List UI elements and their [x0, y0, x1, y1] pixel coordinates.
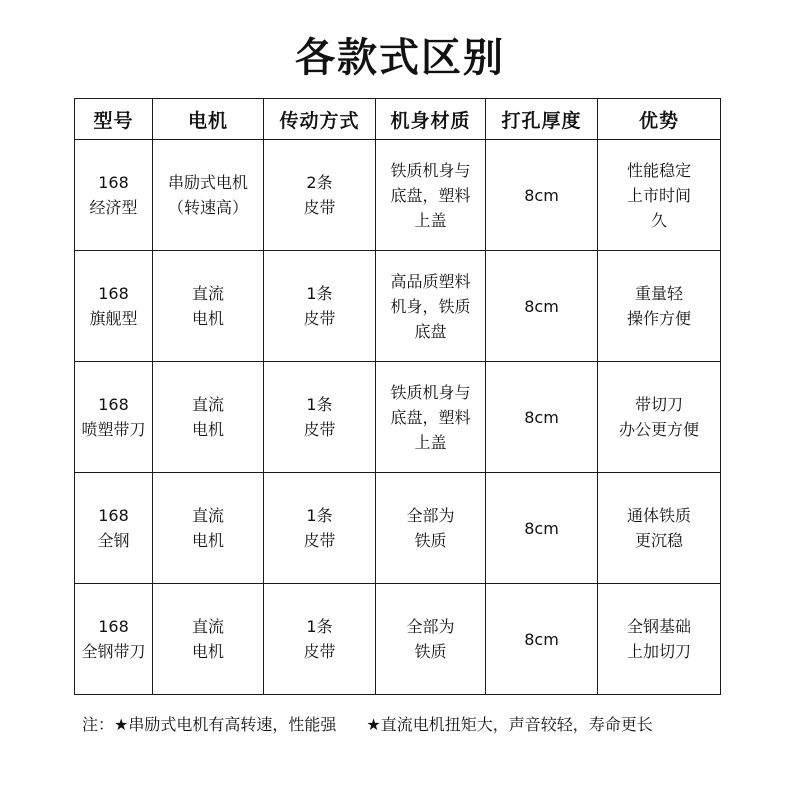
cell-motor: 直流 电机 [153, 362, 264, 473]
footnote-dc-motor: ★直流电机扭矩大，声音较轻，寿命更长 [366, 715, 653, 734]
header-motor: 电机 [153, 99, 264, 140]
cell-motor: 串励式电机 （转速高） [153, 140, 264, 251]
cell-body-material: 全部为 铁质 [376, 584, 486, 695]
cell-body-material: 铁质机身与 底盘，塑料 上盖 [376, 140, 486, 251]
cell-advantage: 通体铁质 更沉稳 [598, 473, 721, 584]
footnote [82, 712, 762, 738]
cell-transmission: 1条 皮带 [264, 251, 376, 362]
cell-advantage: 全钢基础 上加切刀 [598, 584, 721, 695]
cell-model: 168 喷塑带刀 [75, 362, 153, 473]
cell-body-material: 全部为 铁质 [376, 473, 486, 584]
cell-motor: 直流 电机 [153, 473, 264, 584]
cell-transmission: 1条 皮带 [264, 362, 376, 473]
cell-motor: 直流 电机 [153, 251, 264, 362]
cell-punch-thickness: 8cm [486, 473, 598, 584]
cell-advantage: 性能稳定 上市时间 久 [598, 140, 721, 251]
cell-punch-thickness: 8cm [486, 251, 598, 362]
header-advantage: 优势 [598, 99, 721, 140]
cell-model: 168 全钢 [75, 473, 153, 584]
table-row [75, 251, 721, 362]
cell-transmission: 2条 皮带 [264, 140, 376, 251]
cell-model: 168 全钢带刀 [75, 584, 153, 695]
header-transmission: 传动方式 [264, 99, 376, 140]
header-body-material: 机身材质 [376, 99, 486, 140]
cell-model: 168 经济型 [75, 140, 153, 251]
table-header-row [75, 99, 721, 140]
cell-transmission: 1条 皮带 [264, 584, 376, 695]
cell-body-material: 高品质塑料 机身，铁质 底盘 [376, 251, 486, 362]
cell-motor: 直流 电机 [153, 584, 264, 695]
table-row [75, 473, 721, 584]
cell-punch-thickness: 8cm [486, 140, 598, 251]
cell-advantage: 带切刀 办公更方便 [598, 362, 721, 473]
page-title: 各款式区别 [295, 35, 505, 81]
cell-body-material: 铁质机身与 底盘，塑料 上盖 [376, 362, 486, 473]
cell-model: 168 旗舰型 [75, 251, 153, 362]
header-model: 型号 [75, 99, 153, 140]
cell-transmission: 1条 皮带 [264, 473, 376, 584]
comparison-table [74, 98, 721, 695]
table-row [75, 140, 721, 251]
cell-punch-thickness: 8cm [486, 584, 598, 695]
cell-advantage: 重量轻 操作方便 [598, 251, 721, 362]
footnote-series-motor: 注：★串励式电机有高转速，性能强 [82, 715, 337, 734]
table-row [75, 362, 721, 473]
header-punch-thickness: 打孔厚度 [486, 99, 598, 140]
table-row [75, 584, 721, 695]
cell-punch-thickness: 8cm [486, 362, 598, 473]
